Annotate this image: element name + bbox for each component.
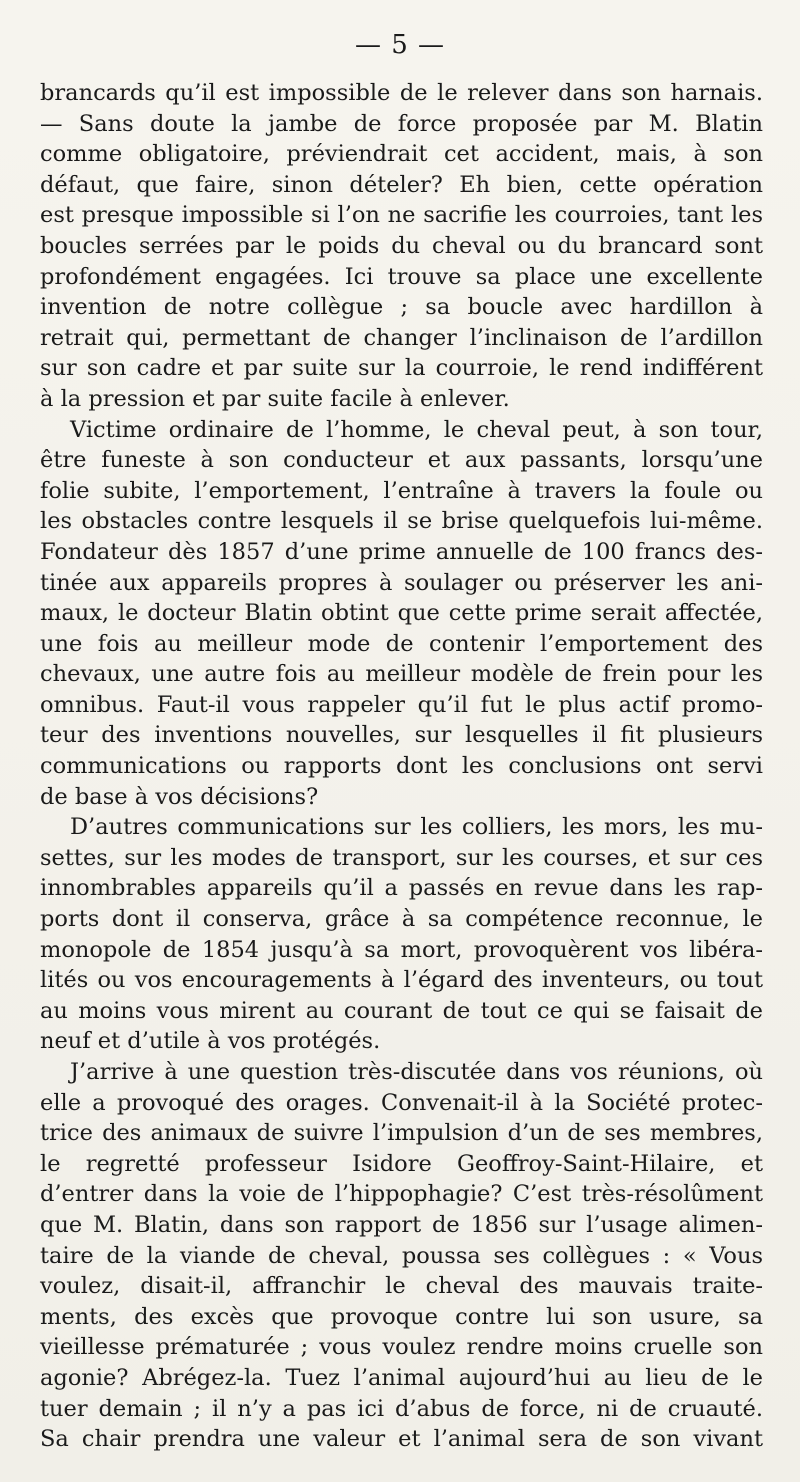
text-line: ments, des excès que provoque contre lui son usure, sa	[40, 1303, 763, 1330]
text-line: brancards qu’il est impossible de le relever dans son harnais.	[40, 80, 763, 106]
text-line: défaut, que faire, sinon dételer? Eh bien, cette opération	[40, 171, 763, 198]
text-line: taire de la viande de cheval, poussa ses collègues : « Vous	[40, 1242, 763, 1269]
text-line: sur son cadre et par suite sur la courroie, le rend indifférent	[40, 355, 763, 382]
text-line: au moins vous mirent au courant de tout ce qui se faisait de	[40, 997, 763, 1024]
text-line: ports dont il conserva, grâce à sa compétence reconnue, le	[40, 906, 763, 933]
text-line: agonie? Abrégez-la. Tuez l’animal aujourd’hui au lieu de le	[40, 1364, 763, 1391]
text-line: retrait qui, permettant de changer l’inclinaison de l’ardillon	[40, 324, 763, 351]
text-line: à la pression et par suite facile à enlever.	[40, 385, 510, 412]
text-line: invention de notre collègue ; sa boucle avec hardillon à	[40, 294, 763, 321]
text-line: boucles serrées par le poids du cheval ou du brancard sont	[40, 232, 763, 259]
text-line: chevaux, une autre fois au meilleur modèle de frein pour les	[40, 661, 763, 688]
text-line: settes, sur les modes de transport, sur les courses, et sur ces	[40, 844, 763, 871]
text-line: innombrables appareils qu’il a passés en revue dans les rap-	[40, 875, 763, 902]
text-line: comme obligatoire, préviendrait cet accident, mais, à son	[40, 141, 763, 168]
body-text	[40, 78, 763, 1455]
text-line: communications ou rapports dont les conclusions ont servi	[40, 753, 763, 780]
text-line: tuer demain ; il n’y a pas ici d’abus de force, ni de cruauté.	[40, 1395, 763, 1422]
text-line: voulez, disait-il, affranchir le cheval des mauvais traite-	[40, 1273, 763, 1300]
text-line: le regretté professeur Isidore Geoffroy-Saint-Hilaire, et	[40, 1150, 763, 1177]
text-line: Victime ordinaire de l’homme, le cheval peut, à son tour,	[70, 416, 763, 443]
text-line: est presque impossible si l’on ne sacrifie les courroies, tant les	[40, 202, 763, 229]
text-line: tinée aux appareils propres à soulager ou préserver les ani-	[40, 569, 763, 596]
text-line: monopole de 1854 jusqu’à sa mort, provoquèrent vos libéra-	[40, 936, 763, 963]
text-line: vieillesse prématurée ; vous voulez rendre moins cruelle son	[40, 1334, 763, 1361]
text-line: une fois au meilleur mode de contenir l’emportement des	[40, 630, 763, 657]
text-line: d’entrer dans la voie de l’hippophagie? C’est très-résolûment	[40, 1181, 763, 1208]
text-line: trice des animaux de suivre l’impulsion d’un de ses membres,	[40, 1120, 763, 1147]
text-line: lités ou vos encouragements à l’égard des inventeurs, ou tout	[40, 967, 763, 994]
text-line: que M. Blatin, dans son rapport de 1856 sur l’usage alimen-	[40, 1211, 763, 1238]
text-line: Fondateur dès 1857 d’une prime annuelle de 100 francs des-	[40, 538, 763, 565]
text-line: les obstacles contre lesquels il se brise quelquefois lui-même.	[40, 508, 763, 535]
text-line: Sa chair prendra une valeur et l’animal sera de son vivant	[40, 1426, 763, 1453]
text-line: de base à vos décisions?	[40, 783, 319, 810]
text-line: omnibus. Faut-il vous rappeler qu’il fut le plus actif promo-	[40, 691, 763, 718]
page-number: — 5 —	[354, 30, 446, 60]
text-line: être funeste à son conducteur et aux passants, lorsqu’une	[40, 447, 763, 474]
text-line: D’autres communications sur les colliers, les mors, les mu-	[70, 814, 763, 841]
text-line: neuf et d’utile à vos protégés.	[40, 1028, 381, 1055]
text-line: elle a provoqué des orages. Convenait-il à la Société protec-	[40, 1089, 763, 1116]
text-line: J’arrive à une question très-discutée dans vos réunions, où	[70, 1059, 763, 1085]
text-line: — Sans doute la jambe de force proposée par M. Blatin	[40, 110, 763, 137]
text-line: profondément engagées. Ici trouve sa place une excellente	[40, 263, 763, 290]
text-line: teur des inventions nouvelles, sur lesquelles il fit plusieurs	[40, 722, 763, 749]
text-line: maux, le docteur Blatin obtint que cette prime serait affectée,	[40, 600, 763, 627]
text-line: folie subite, l’emportement, l’entraîne à travers la foule ou	[40, 477, 763, 504]
